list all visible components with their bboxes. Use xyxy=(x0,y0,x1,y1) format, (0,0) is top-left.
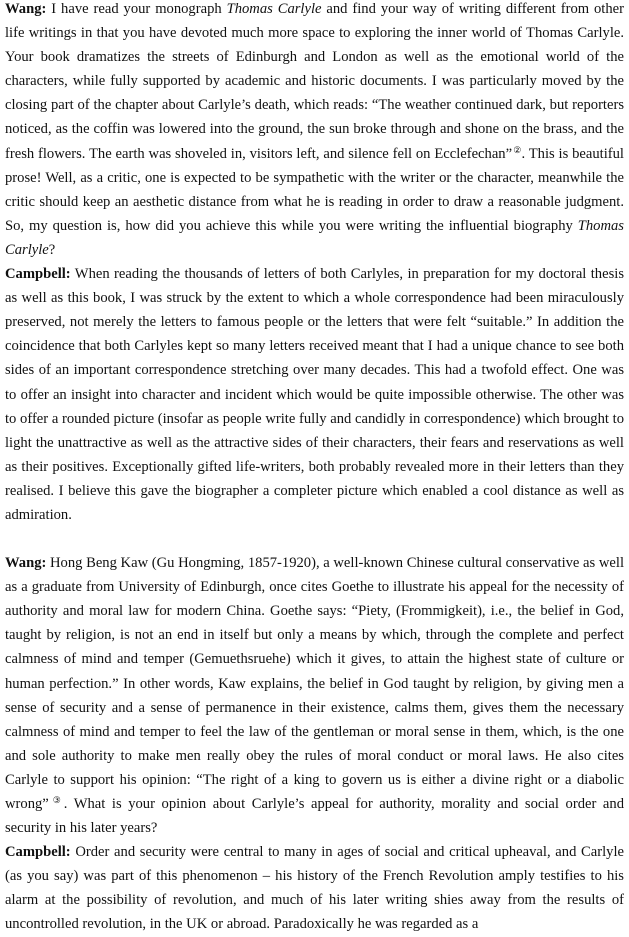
interview-paragraph xyxy=(5,840,624,936)
paragraph-text: and find your way of writing different from other life writings in that you have devoted much more space to exploring the inner world of Thomas Carlyle. Your book dramatizes the streets of Edinburgh and London as well as the emotional world of the characters, while fully supported by academic and historic documents. I was particularly moved by the closing part of the chapter about Carlyle’s death, which reads: “The weather continued dark, but reporters noticed, as the coffin was lowered into the ground, the sun broke through and shone on the brass, and the fresh flowers. The earth was shoveled in, visitors left, and silence fell on Ecclefechan” xyxy=(5,1,624,162)
speaker-label: Campbell: xyxy=(5,266,71,283)
footnote-marker: ② xyxy=(513,144,522,155)
speaker-label: Wang: xyxy=(5,555,47,572)
paragraph-text: ? xyxy=(48,241,56,258)
paragraph-text: Hong Beng Kaw (Gu Hongming, 1857-1920), a well-known Chinese cultural conservative as well as a graduate from University of Edinburgh, once cites Goethe to illustrate his appeal for the necessity of authority and moral law for modern China. Goethe says: “Piety, (Frommigkeit), i.e., the belief in God, taught by religion, is not an end in itself but only a means by which, through the complete and perfect calmness of mind and temper (Gemuethsruehe) which it gives, to attain the highest state of culture or human perfection.” In other words, Kaw explains, the belief in God taught by religion, by giving men a sense of security and a sense of permanence in their existence, calms them, gives them the necessary calmness of mind and temper to feel the law of the gentleman or moral sense in them, which, is the one and sole authority to make men really obey the rules of moral conduct or moral laws. He also cites Carlyle to support his opinion: “The right of a king to govern us is either a divine right or a diabolic wrong” xyxy=(5,555,624,812)
book-title: Thomas Carlyle xyxy=(5,217,624,258)
speaker-label: Campbell: xyxy=(5,844,71,861)
interview-paragraph xyxy=(5,551,624,840)
paragraph-text: . What is your opinion about Carlyle’s appeal for authority, morality and social order and security in his later years? xyxy=(5,796,624,837)
interview-paragraph xyxy=(5,262,624,527)
paragraph-text: When reading the thousands of letters of both Carlyles, in preparation for my doctoral thesis as well as this book, I was struck by the extent to which a whole correspondence had been miraculously preserved, not merely the letters to famous people or the letters that were felt “suitable.” In addition the coincidence that both Carlyles kept so many letters received meant that I had a unique chance to see both sides of an important correspondence stretching over many decades. This had a twofold effect. One was to offer an insight into character and incident which would be quite impossible otherwise. The other was to offer a rounded picture (insofar as people write fully and candidly in correspondence) which brought to light the unattractive as well as the attractive sides of their characters, their fears and reservations as well as their positives. Exceptionally gifted life-writers, both probably revealed more in their letters than they realised. I believe this gave the biographer a completer picture which enabled a cool distance as well as admiration. xyxy=(5,266,624,523)
book-title: Thomas Carlyle xyxy=(226,1,322,17)
paragraph-text: I have read your monograph xyxy=(46,1,227,17)
paragraph-text: Order and security were central to many in ages of social and critical upheaval, and Carlyle (as you say) was part of this phenomenon – his history of the French Revolution amply testifies to his alarm at the possibility of revolution, and much of his later writing shies away from the results of uncontrolled revolution, in the UK or abroad. Paradoxically he was regarded as a xyxy=(5,844,624,933)
speaker-label: Wang: xyxy=(5,1,47,17)
interview-paragraph xyxy=(5,0,624,262)
paragraph-text: . This is beautiful prose! Well, as a critic, one is expected to be sympathetic with the writer or the character, meanwhile the critic should keep an aesthetic distance from what he is reading in order to draw a reasonable judgment. So, my question is, how did you achieve this while you were writing the influential biography xyxy=(5,145,624,234)
footnote-marker: ③ xyxy=(49,795,64,805)
